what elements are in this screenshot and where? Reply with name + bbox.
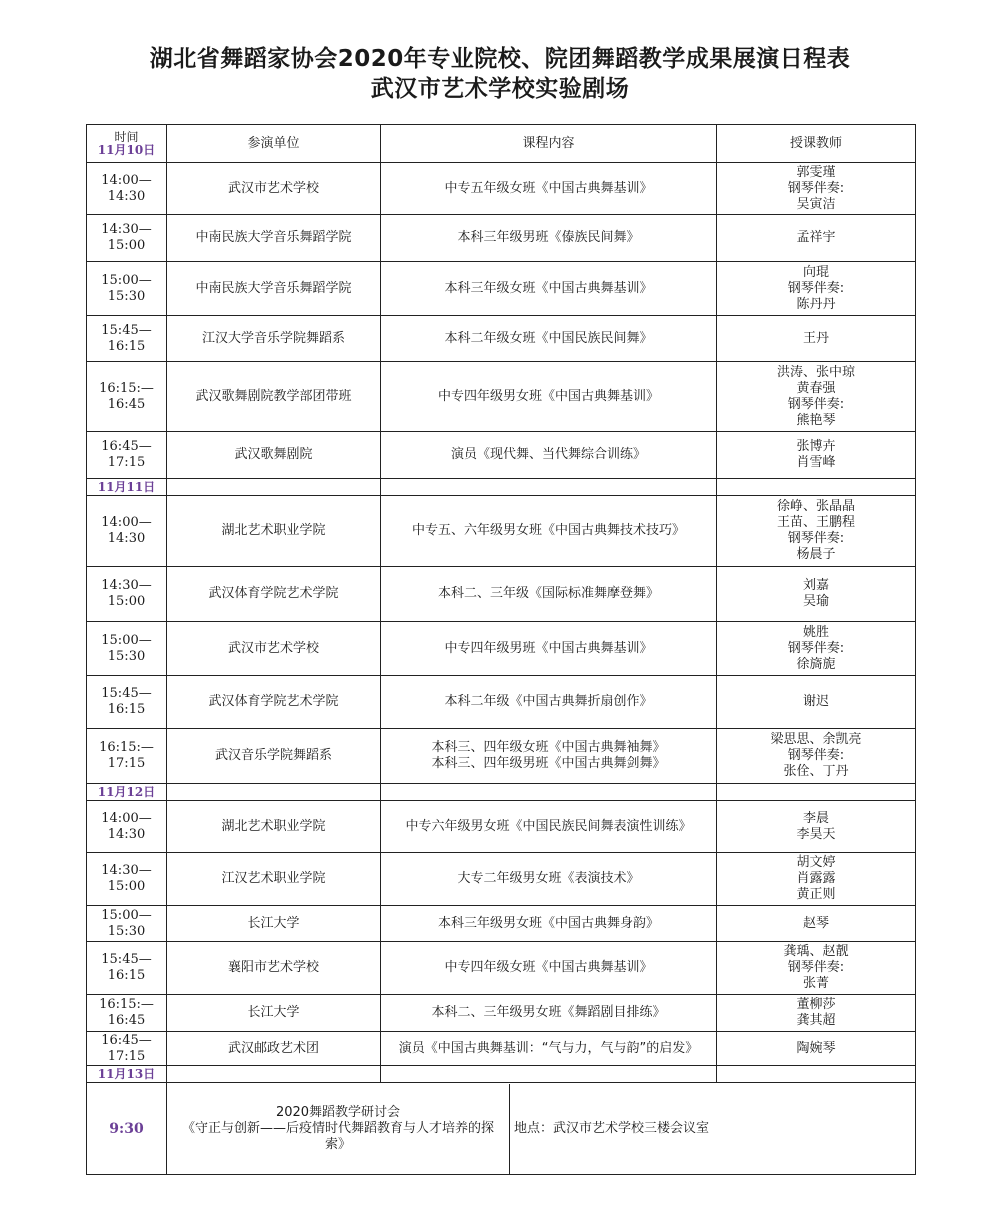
course-cell: 本科二、三年级《国际标准舞摩登舞》 <box>381 567 717 622</box>
time-cell: 16:45— 17:15 <box>87 1032 167 1066</box>
time-cell: 14:30— 15:00 <box>87 853 167 906</box>
teacher-cell: 龚瑀、赵靓 钢琴伴奏: 张菁 <box>717 942 916 995</box>
empty-cell <box>167 1066 381 1083</box>
time-cell: 14:00— 14:30 <box>87 163 167 215</box>
unit-cell: 武汉歌舞剧院教学部团带班 <box>167 362 381 432</box>
course-cell: 本科二年级女班《中国民族民间舞》 <box>381 316 717 362</box>
header-course: 课程内容 <box>381 125 717 163</box>
unit-cell: 长江大学 <box>167 995 381 1032</box>
page-subtitle: 武汉市艺术学校实验剧场 <box>370 76 630 102</box>
date-row <box>87 479 916 496</box>
schedule-row <box>87 215 916 262</box>
unit-cell: 武汉邮政艺术团 <box>167 1032 381 1066</box>
course-cell: 演员《现代舞、当代舞综合训练》 <box>381 432 717 479</box>
course-cell: 中专四年级男女班《中国古典舞基训》 <box>381 362 717 432</box>
schedule-row <box>87 995 916 1032</box>
schedule-row <box>87 163 916 215</box>
course-cell: 本科二、三年级男女班《舞蹈剧目排练》 <box>381 995 717 1032</box>
course-cell: 中专六年级男女班《中国民族民间舞表演性训练》 <box>381 801 717 853</box>
empty-cell <box>717 1066 916 1083</box>
teacher-cell: 孟祥宇 <box>717 215 916 262</box>
teacher-cell: 洪涛、张中琼 黄春强 钢琴伴奏: 熊艳琴 <box>717 362 916 432</box>
teacher-cell: 李晨 李昊天 <box>717 801 916 853</box>
unit-cell: 武汉音乐学院舞蹈系 <box>167 729 381 784</box>
schedule-row <box>87 676 916 729</box>
schedule-table <box>86 124 916 1175</box>
time-cell: 15:45— 16:15 <box>87 942 167 995</box>
unit-cell: 湖北艺术职业学院 <box>167 496 381 567</box>
teacher-cell: 向琨 钢琴伴奏: 陈丹丹 <box>717 262 916 316</box>
teacher-cell: 张博卉 肖雪峰 <box>717 432 916 479</box>
course-cell: 中专五、六年级男女班《中国古典舞技术技巧》 <box>381 496 717 567</box>
teacher-cell: 陶婉琴 <box>717 1032 916 1066</box>
seminar-time-cell: 9:30 <box>87 1083 167 1175</box>
teacher-cell: 赵琴 <box>717 906 916 942</box>
empty-cell <box>167 479 381 496</box>
unit-cell: 武汉体育学院艺术学院 <box>167 567 381 622</box>
time-cell: 15:00— 15:30 <box>87 262 167 316</box>
teacher-cell: 刘嘉 吴瑜 <box>717 567 916 622</box>
unit-cell: 中南民族大学音乐舞蹈学院 <box>167 262 381 316</box>
schedule-row <box>87 432 916 479</box>
schedule-row <box>87 853 916 906</box>
time-cell: 14:30— 15:00 <box>87 215 167 262</box>
header-row <box>87 125 916 163</box>
course-cell: 本科三年级男班《傣族民间舞》 <box>381 215 717 262</box>
seminar-location-cell: 地点：武汉市艺术学校三楼会议室 <box>514 1120 710 1136</box>
schedule-row <box>87 496 916 567</box>
seminar-split <box>167 1084 915 1174</box>
unit-cell: 武汉歌舞剧院 <box>167 432 381 479</box>
course-cell: 演员《中国古典舞基训：“气与力，气与韵”的启发》 <box>381 1032 717 1066</box>
course-cell: 本科二年级《中国古典舞折扇创作》 <box>381 676 717 729</box>
unit-cell: 中南民族大学音乐舞蹈学院 <box>167 215 381 262</box>
schedule-row <box>87 262 916 316</box>
time-cell: 16:45— 17:15 <box>87 432 167 479</box>
course-cell: 中专四年级女班《中国古典舞基训》 <box>381 942 717 995</box>
course-cell: 中专四年级男班《中国古典舞基训》 <box>381 622 717 676</box>
teacher-cell: 董柳莎 龚其超 <box>717 995 916 1032</box>
date-row <box>87 1066 916 1083</box>
time-cell: 14:00— 14:30 <box>87 496 167 567</box>
teacher-cell: 郭雯瑾 钢琴伴奏: 吴寅洁 <box>717 163 916 215</box>
seminar-wrapper <box>167 1083 916 1175</box>
empty-cell <box>381 479 717 496</box>
unit-cell: 江汉大学音乐学院舞蹈系 <box>167 316 381 362</box>
date-label: 11月12日 <box>87 784 167 801</box>
teacher-cell: 谢迟 <box>717 676 916 729</box>
unit-cell: 武汉体育学院艺术学院 <box>167 676 381 729</box>
course-cell: 本科三年级女班《中国古典舞基训》 <box>381 262 717 316</box>
header-time-cell <box>87 125 167 163</box>
schedule-row <box>87 622 916 676</box>
empty-cell <box>717 479 916 496</box>
header-teacher: 授课教师 <box>717 125 916 163</box>
time-cell: 15:45— 16:15 <box>87 676 167 729</box>
unit-cell: 湖北艺术职业学院 <box>167 801 381 853</box>
schedule-row <box>87 729 916 784</box>
header-unit: 参演单位 <box>167 125 381 163</box>
time-cell: 16:15:— 16:45 <box>87 362 167 432</box>
schedule-row <box>87 567 916 622</box>
schedule-row <box>87 1032 916 1066</box>
time-cell: 15:45— 16:15 <box>87 316 167 362</box>
page-title: 湖北省舞蹈家协会2020年专业院校、院团舞蹈教学成果展演日程表 <box>149 46 851 72</box>
unit-cell: 长江大学 <box>167 906 381 942</box>
header-time-label: 时间 <box>114 130 139 144</box>
date-label: 11月13日 <box>87 1066 167 1083</box>
teacher-cell: 姚胜 钢琴伴奏: 徐旖旎 <box>717 622 916 676</box>
date-label: 11月11日 <box>87 479 167 496</box>
course-cell: 本科三、四年级女班《中国古典舞袖舞》 本科三、四年级男班《中国古典舞剑舞》 <box>381 729 717 784</box>
seminar-row <box>87 1083 916 1175</box>
time-cell: 16:15:— 16:45 <box>87 995 167 1032</box>
time-cell: 14:00— 14:30 <box>87 801 167 853</box>
empty-cell <box>381 784 717 801</box>
schedule-row <box>87 942 916 995</box>
unit-cell: 江汉艺术职业学院 <box>167 853 381 906</box>
teacher-cell: 徐峥、张晶晶 王苗、王鹏程 钢琴伴奏: 杨晨子 <box>717 496 916 567</box>
schedule-row <box>87 362 916 432</box>
teacher-cell: 王丹 <box>717 316 916 362</box>
empty-cell <box>381 1066 717 1083</box>
empty-cell <box>167 784 381 801</box>
date-row <box>87 784 916 801</box>
unit-cell: 武汉市艺术学校 <box>167 622 381 676</box>
time-cell: 14:30— 15:00 <box>87 567 167 622</box>
schedule-row <box>87 906 916 942</box>
empty-cell <box>717 784 916 801</box>
time-cell: 15:00— 15:30 <box>87 622 167 676</box>
date-label: 11月10日 <box>97 143 156 157</box>
schedule-row <box>87 316 916 362</box>
teacher-cell: 胡文婷 肖露露 黄正则 <box>717 853 916 906</box>
time-cell: 15:00— 15:30 <box>87 906 167 942</box>
time-cell: 16:15:— 17:15 <box>87 729 167 784</box>
seminar-content-cell: 2020舞蹈教学研讨会 《守正与创新——后疫情时代舞蹈教育与人才培养的探索》 <box>167 1084 510 1174</box>
unit-cell: 襄阳市艺术学校 <box>167 942 381 995</box>
teacher-cell: 梁思思、余凯亮 钢琴伴奏: 张佺、丁丹 <box>717 729 916 784</box>
course-cell: 本科三年级男女班《中国古典舞身韵》 <box>381 906 717 942</box>
unit-cell: 武汉市艺术学校 <box>167 163 381 215</box>
course-cell: 大专二年级男女班《表演技术》 <box>381 853 717 906</box>
course-cell: 中专五年级女班《中国古典舞基训》 <box>381 163 717 215</box>
schedule-row <box>87 801 916 853</box>
